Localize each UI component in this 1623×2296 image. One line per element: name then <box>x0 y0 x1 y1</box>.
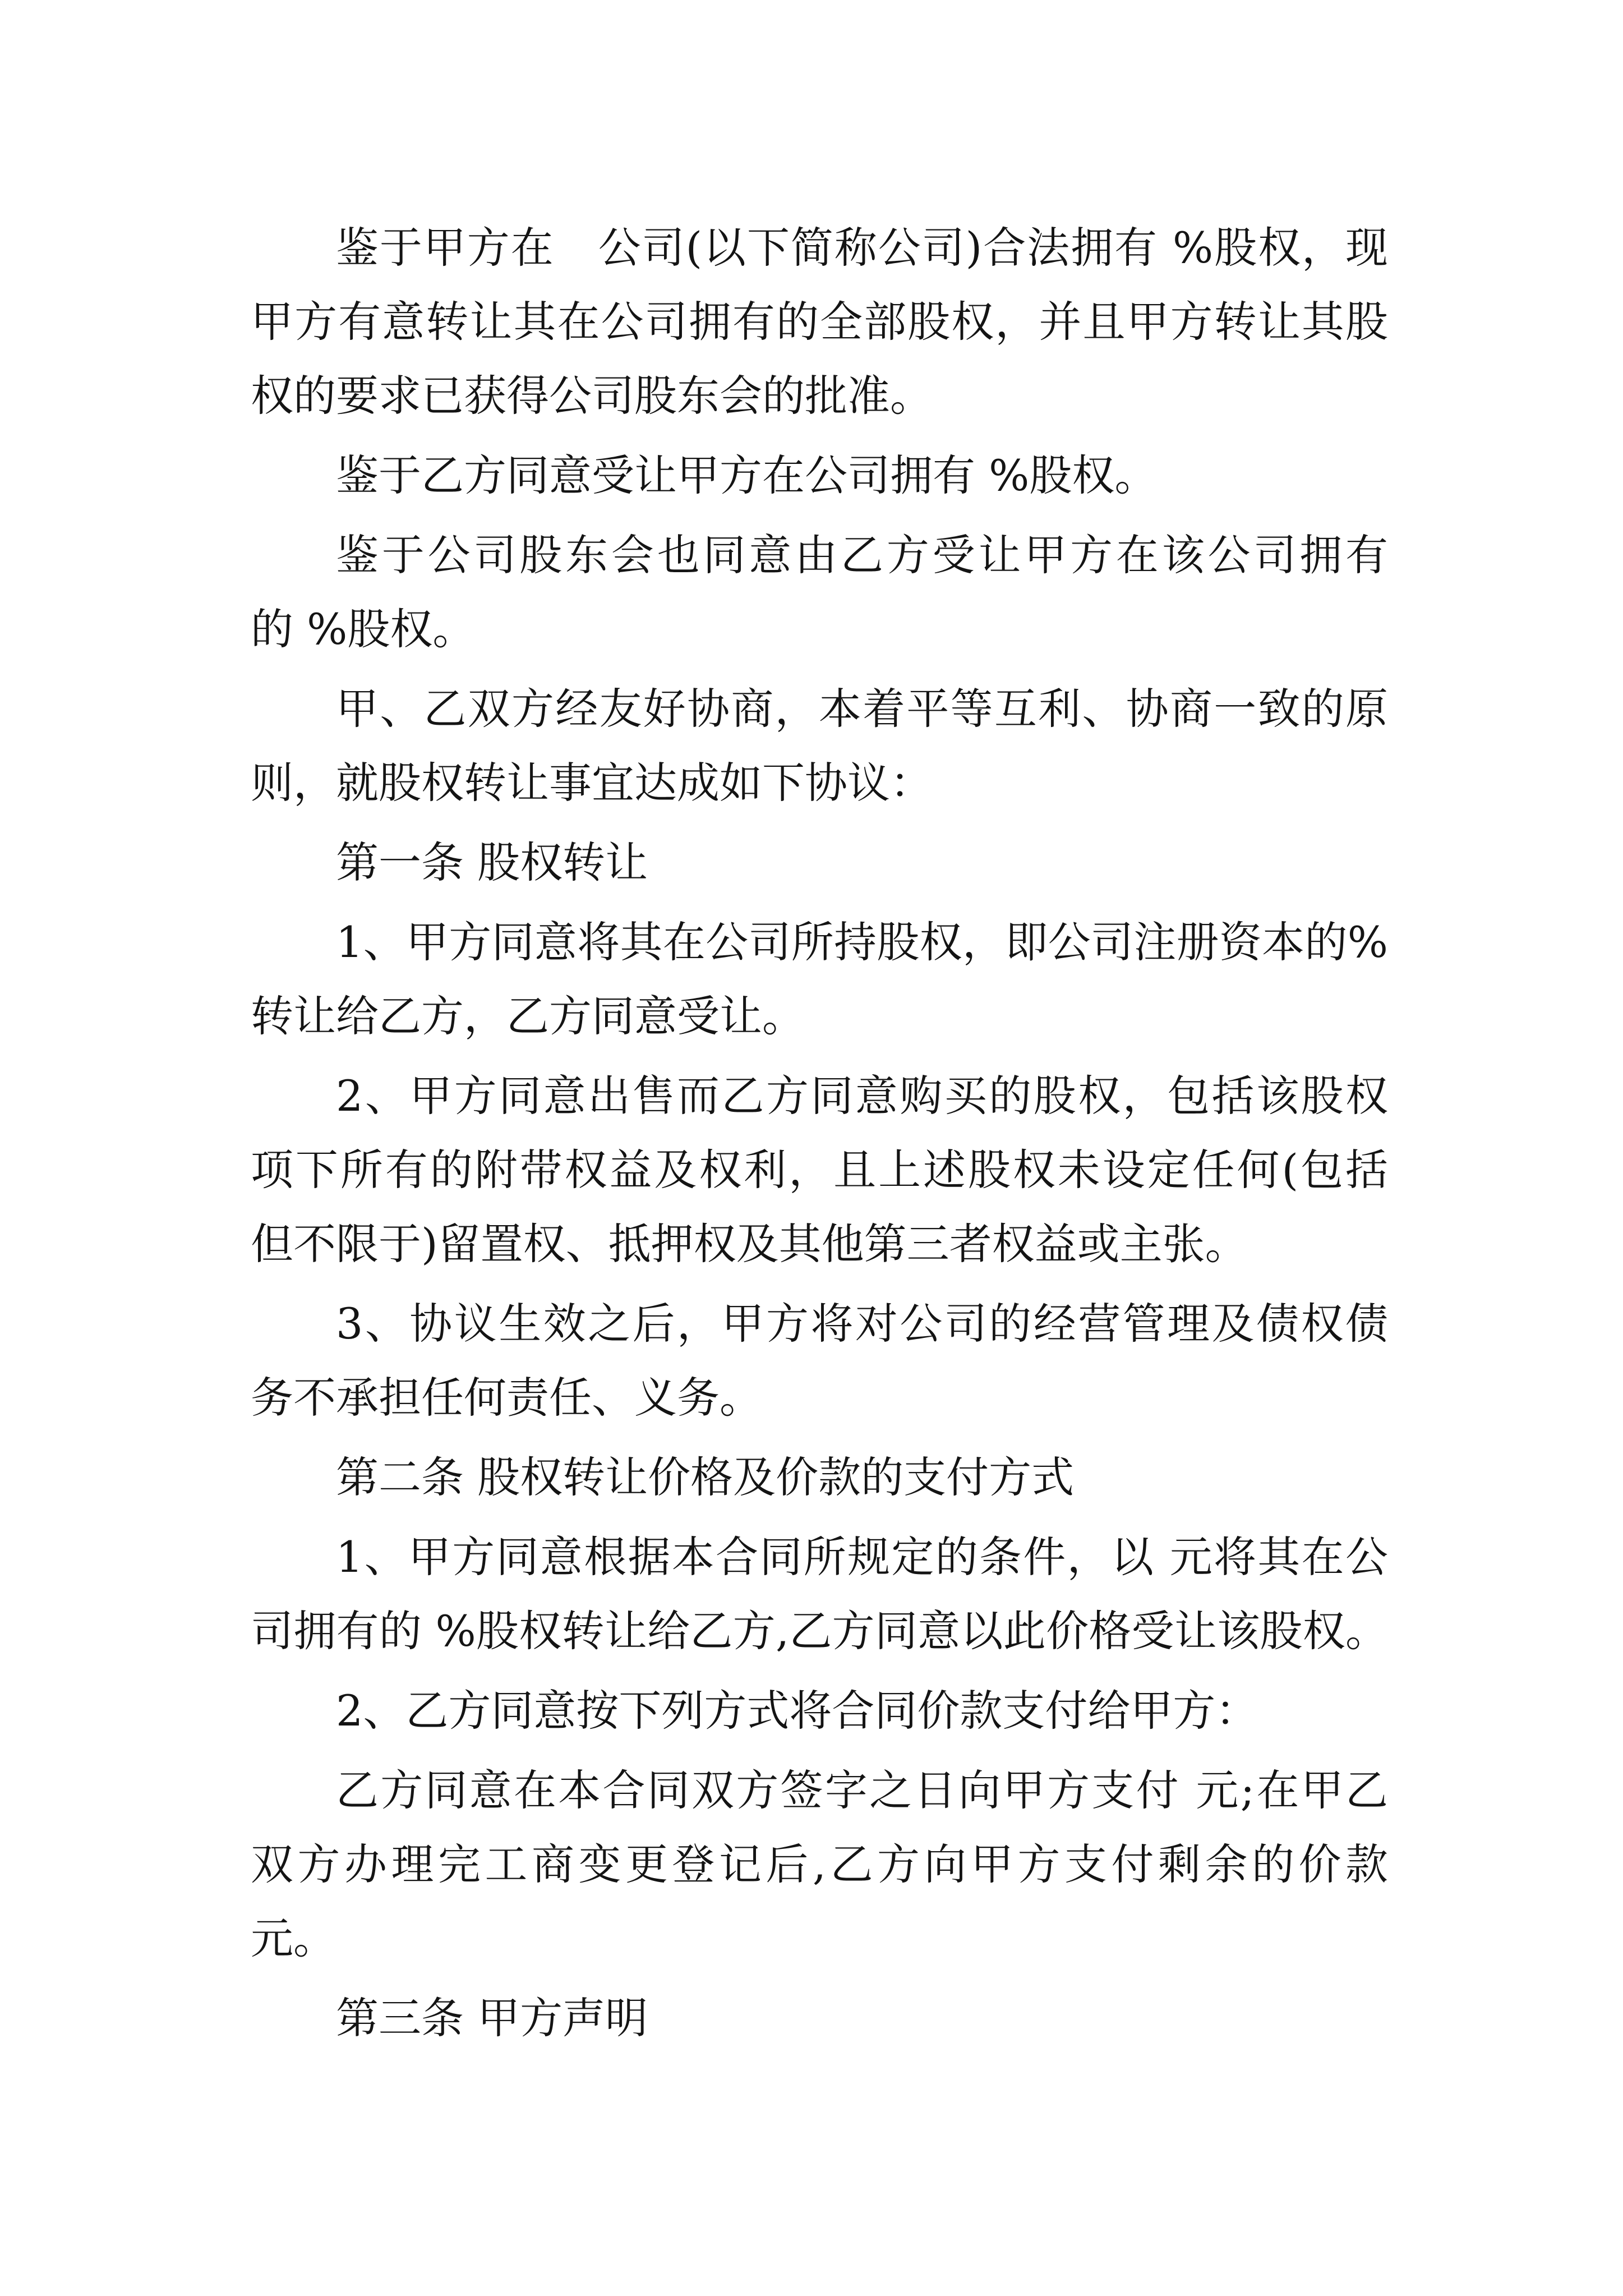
heading-line: 第一条 股权转让 <box>336 838 648 887</box>
heading-line: 第二条 股权转让价格及价款的支付方式 <box>336 1452 1075 1502</box>
text-line: 项下所有的附带权益及权利，且上述股权未设定任何(包括 <box>251 1145 1388 1195</box>
text-line: 权的要求已获得公司股东会的批准。 <box>251 371 933 421</box>
text-line: 鉴于公司股东会也同意由乙方受让甲方在该公司拥有 <box>336 530 1388 580</box>
text-line: 3、协议生效之后，甲方将对公司的经营管理及债权债 <box>336 1299 1388 1349</box>
text-line: 双方办理完工商变更登记后,乙方向甲方支付剩余的价款 <box>251 1839 1388 1889</box>
text-line: 鉴于甲方在 公司(以下简称公司)合法拥有 %股权，现 <box>336 223 1388 273</box>
heading-line: 第三条 甲方声明 <box>336 1993 648 2043</box>
text-line: 的 %股权。 <box>251 604 476 654</box>
article-1-clause-2 <box>251 1059 1388 1281</box>
text-line: 甲、乙双方经友好协商，本着平等互利、协商一致的原 <box>336 684 1388 734</box>
text-line: 元。 <box>251 1913 336 1963</box>
article-2-clause-1 <box>251 1520 1388 1668</box>
text-line: 鉴于乙方同意受让甲方在公司拥有 %股权。 <box>336 450 1158 500</box>
text-line: 则，就股权转让事宜达成如下协议： <box>251 758 933 808</box>
text-line: 2、乙方同意按下列方式将合同价款支付给甲方： <box>336 1686 1258 1736</box>
text-line: 甲方有意转让其在公司拥有的全部股权，并且甲方转让其股 <box>251 297 1388 347</box>
text-line: 乙方同意在本合同双方签字之日向甲方支付 元;在甲乙 <box>336 1765 1388 1815</box>
article-3-heading <box>251 1981 1388 2055</box>
recital-paragraph-1 <box>251 211 1388 433</box>
recital-paragraph-3 <box>251 518 1388 666</box>
document-body <box>251 211 1388 2055</box>
text-line: 2、甲方同意出售而乙方同意购买的股权，包括该股权 <box>336 1071 1388 1121</box>
text-line: 但不限于)留置权、抵押权及其他第三者权益或主张。 <box>251 1219 1248 1269</box>
text-line: 1、甲方同意将其在公司所持股权，即公司注册资本的% <box>336 917 1388 967</box>
text-line: 务不承担任何责任、义务。 <box>251 1373 762 1423</box>
agreement-intro-paragraph <box>251 672 1388 820</box>
text-line: 司拥有的 %股权转让给乙方,乙方同意以此价格受让该股权。 <box>251 1606 1388 1656</box>
recital-paragraph-2 <box>251 439 1388 513</box>
payment-terms-paragraph <box>251 1754 1388 1976</box>
article-2-clause-2 <box>251 1674 1388 1748</box>
article-1-clause-3 <box>251 1287 1388 1435</box>
text-line: 1、甲方同意根据本合同所规定的条件，以 元将其在公 <box>336 1532 1388 1582</box>
article-1-clause-1 <box>251 905 1388 1053</box>
text-line: 转让给乙方，乙方同意受让。 <box>251 991 805 1041</box>
article-1-heading <box>251 826 1388 900</box>
article-2-heading <box>251 1441 1388 1515</box>
